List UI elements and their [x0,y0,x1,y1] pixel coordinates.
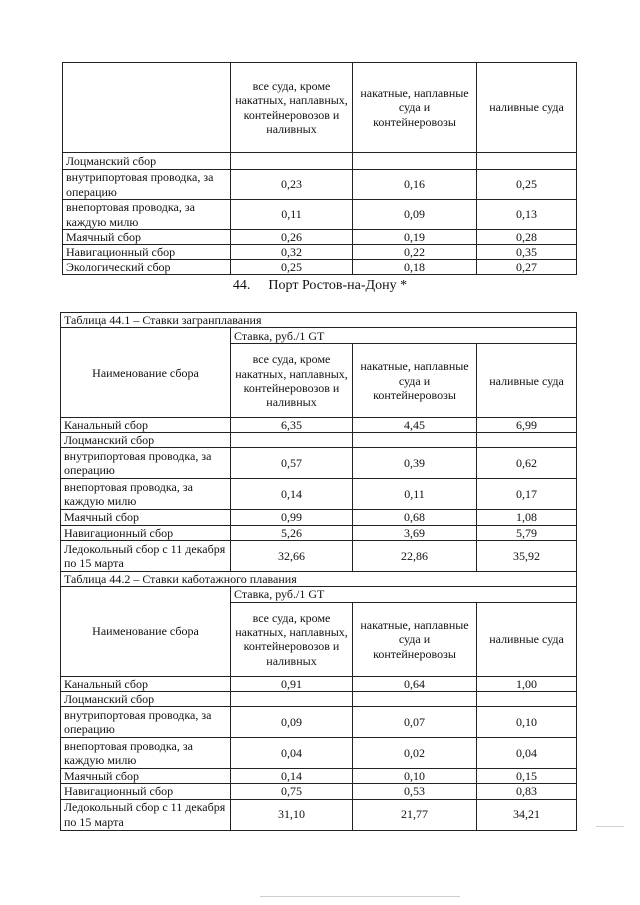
cell-value: 0,14 [231,769,353,784]
table-44-1-title: Таблица 44.1 – Ставки загранплавания [61,313,577,328]
cell-value: 0,75 [231,784,353,799]
rate-header: Ставка, руб./1 GT [231,328,577,344]
name-column-header: Наименование сбора [61,586,231,676]
cell-value: 35,92 [477,540,577,571]
col-header-tankers: наливные суда [477,63,577,153]
cell-value [231,433,353,448]
table-row [61,799,577,830]
row-name: Экологический сбор [63,260,231,275]
cell-value: 0,14 [231,479,353,510]
cell-value: 0,09 [353,200,477,230]
row-name: внутрипортовая проводка, за операцию [63,170,231,200]
table-row [61,479,577,510]
cell-value: 0,04 [231,738,353,769]
rate-header: Ставка, руб./1 GT [231,586,577,602]
cell-value [477,692,577,707]
row-name: Лоцманский сбор [63,153,231,170]
row-name: Лоцманский сбор [61,692,231,707]
row-name: внепортовая проводка, за каждую милю [63,200,231,230]
header-row [61,328,577,344]
row-name: Навигационный сбор [61,525,231,540]
top-rates-table [62,62,577,275]
cell-value: 0,11 [353,479,477,510]
table-row [61,540,577,571]
cell-value: 0,13 [477,200,577,230]
row-name: Навигационный сбор [61,784,231,799]
col-header-ro-ro: накатные, наплавные суда и контейнеровозы [353,344,477,418]
row-name: Лоцманский сбор [61,433,231,448]
cell-value: 21,77 [353,799,477,830]
cell-value: 0,91 [231,676,353,691]
cell-value: 0,02 [353,738,477,769]
cell-value: 3,69 [353,525,477,540]
cell-value: 1,00 [477,676,577,691]
cell-value: 0,99 [231,510,353,525]
port-rates-table [60,312,577,831]
row-name: Канальный сбор [61,676,231,691]
row-name: Маячный сбор [63,230,231,245]
row-name: Ледокольный сбор с 11 декабря по 15 марта [61,540,231,571]
cell-value [231,153,353,170]
cell-value: 1,08 [477,510,577,525]
cell-value: 0,32 [231,245,353,260]
cell-value: 32,66 [231,540,353,571]
table-row [61,448,577,479]
col-header-tankers: наливные суда [477,602,577,676]
table-row [63,153,577,170]
table-row [61,692,577,707]
cell-value: 0,22 [353,245,477,260]
cell-value: 0,25 [231,260,353,275]
header-row [63,63,577,153]
table-row [61,510,577,525]
section-number: 44. [232,278,251,293]
row-name: Навигационный сбор [63,245,231,260]
name-column-header: Наименование сбора [61,328,231,418]
cell-value: 0,11 [231,200,353,230]
cell-value: 0,16 [353,170,477,200]
table-row [61,418,577,433]
table-row [61,769,577,784]
cell-value: 0,25 [477,170,577,200]
row-name: Маячный сбор [61,510,231,525]
table-row [61,707,577,738]
table-title-row [61,313,577,328]
cell-value: 0,10 [477,707,577,738]
cell-value: 0,23 [231,170,353,200]
cell-value: 4,45 [353,418,477,433]
cell-value: 34,21 [477,799,577,830]
cell-value [231,692,353,707]
cell-value: 6,35 [231,418,353,433]
cell-value [353,692,477,707]
row-name: внутрипортовая проводка, за операцию [61,448,231,479]
cell-value: 22,86 [353,540,477,571]
table-title-row [61,571,577,586]
cell-value: 0,35 [477,245,577,260]
row-name: внепортовая проводка, за каждую милю [61,479,231,510]
row-name: внутрипортовая проводка, за операцию [61,707,231,738]
cell-value: 0,62 [477,448,577,479]
row-name: Ледокольный сбор с 11 декабря по 15 марта [61,799,231,830]
section-title: Порт Ростов-на-Дону * [268,278,408,293]
cell-value: 0,10 [353,769,477,784]
cell-value: 0,39 [353,448,477,479]
cell-value: 5,26 [231,525,353,540]
col-header-ro-ro: накатные, наплавные суда и контейнеровозы [353,602,477,676]
section-heading [0,278,640,295]
cell-value: 0,04 [477,738,577,769]
cell-value: 0,27 [477,260,577,275]
cell-value: 0,83 [477,784,577,799]
table-row [63,245,577,260]
table-row [63,230,577,245]
row-name: Маячный сбор [61,769,231,784]
cell-value: 0,64 [353,676,477,691]
table-row [63,170,577,200]
scan-artifact-line [596,826,624,827]
table-row [63,260,577,275]
table-row [61,784,577,799]
col-header-all-ships: все суда, кроме накатных, наплавных, контейнеровозов и наливных [231,63,353,153]
row-name: Канальный сбор [61,418,231,433]
table-row [61,433,577,448]
header-row [61,586,577,602]
cell-value [477,433,577,448]
cell-value: 5,79 [477,525,577,540]
table-44-2-title: Таблица 44.2 – Ставки каботажного плавания [61,571,577,586]
empty-header-cell [63,63,231,153]
table-row [63,200,577,230]
col-header-all-ships: все суда, кроме накатных, наплавных, контейнеровозов и наливных [231,344,353,418]
scan-artifact-line [260,896,460,897]
cell-value [353,153,477,170]
col-header-ro-ro: накатные, наплавные суда и контейнеровозы [353,63,477,153]
cell-value: 0,17 [477,479,577,510]
cell-value [353,433,477,448]
col-header-tankers: наливные суда [477,344,577,418]
table-row [61,676,577,691]
cell-value: 0,28 [477,230,577,245]
cell-value: 0,57 [231,448,353,479]
table-row [61,738,577,769]
cell-value: 0,19 [353,230,477,245]
cell-value: 0,68 [353,510,477,525]
cell-value: 6,99 [477,418,577,433]
col-header-all-ships: все суда, кроме накатных, наплавных, контейнеровозов и наливных [231,602,353,676]
cell-value: 0,07 [353,707,477,738]
cell-value: 0,09 [231,707,353,738]
cell-value: 0,26 [231,230,353,245]
row-name: внепортовая проводка, за каждую милю [61,738,231,769]
table-row [61,525,577,540]
cell-value: 0,53 [353,784,477,799]
cell-value: 0,18 [353,260,477,275]
cell-value: 0,15 [477,769,577,784]
cell-value [477,153,577,170]
cell-value: 31,10 [231,799,353,830]
